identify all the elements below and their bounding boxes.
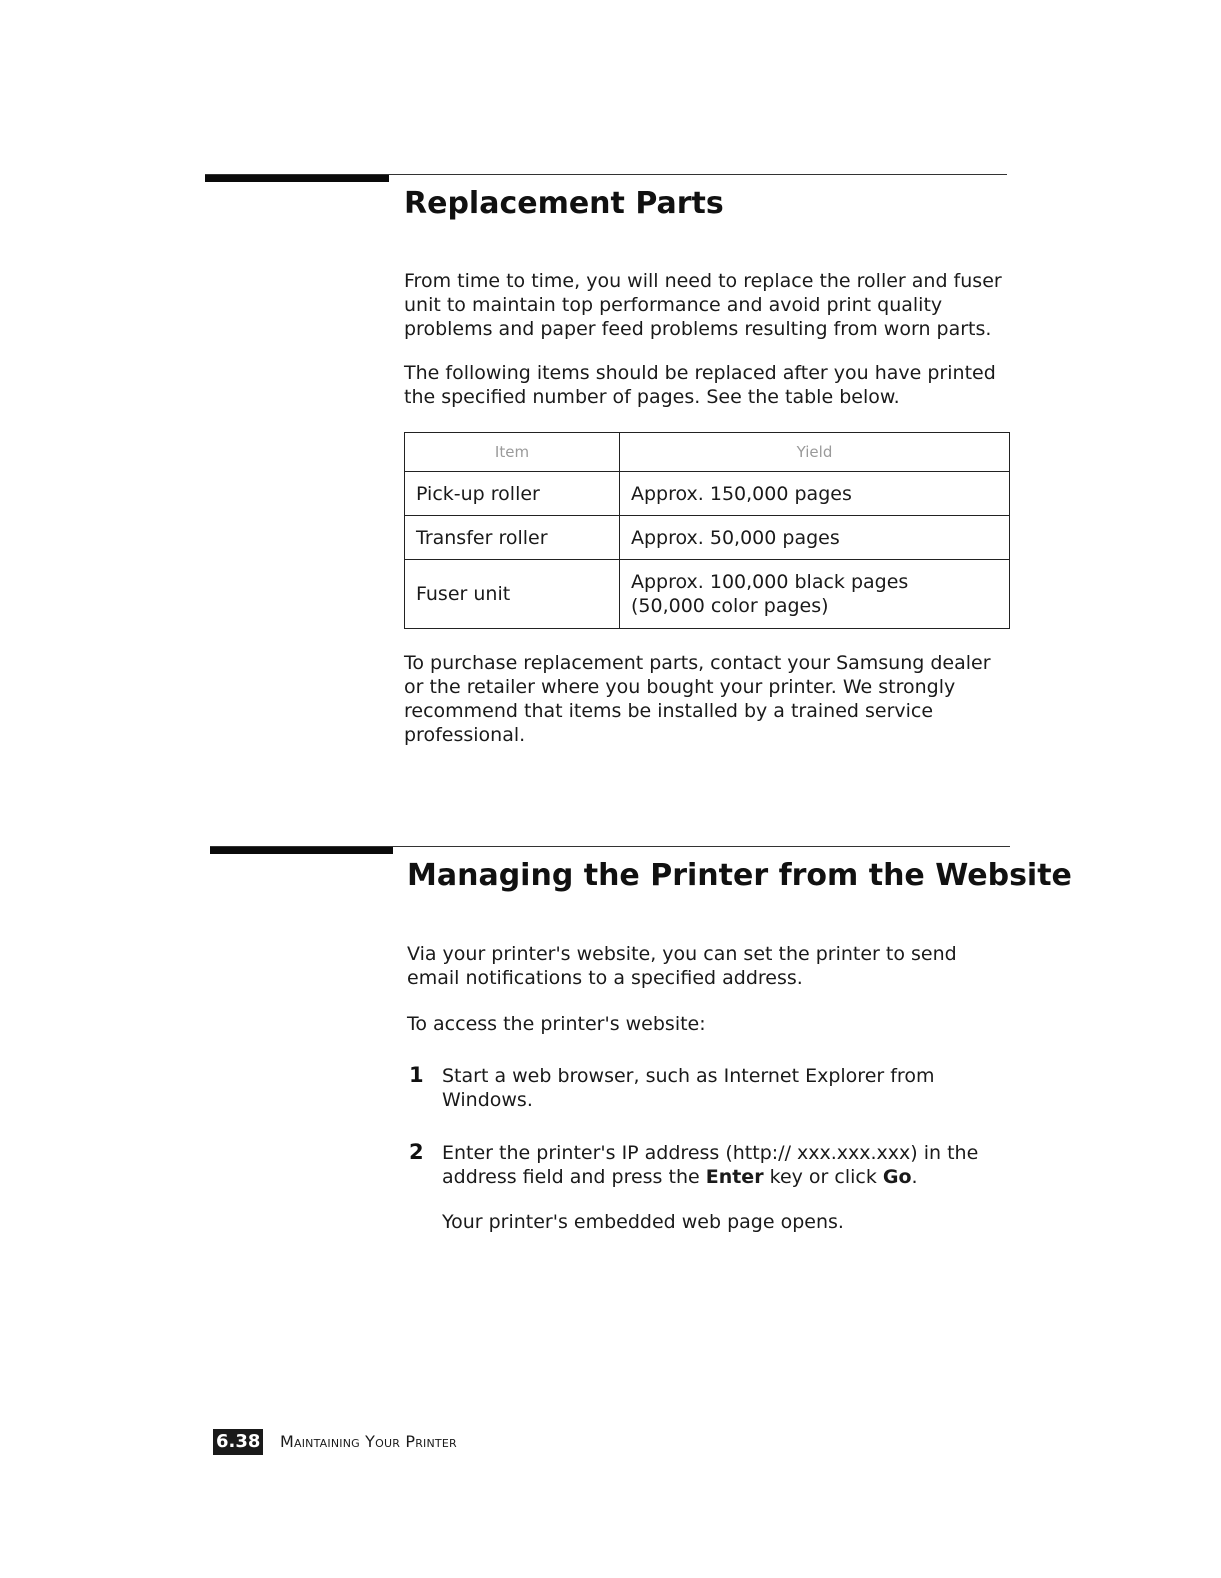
table-row [405, 472, 1010, 516]
step-text-part: Enter the printer's IP address (http:// xxx.xxx.xxx) in the address field and press the [442, 1142, 979, 1188]
chapter-title: Maintaining Your Printer [280, 1432, 457, 1451]
table-cell-yield [620, 560, 1010, 629]
table-cell-yield: Approx. 150,000 pages [620, 472, 1010, 516]
table-row [405, 560, 1010, 629]
replacement-parts-heading: Replacement Parts [404, 186, 724, 221]
yield-line-1: Approx. 100,000 black pages [631, 571, 909, 593]
access-paragraph: To access the printer's website: [407, 1013, 706, 1035]
step-number: 2 [409, 1140, 424, 1164]
enter-key-label: Enter [705, 1166, 764, 1188]
table-header-item: Item [405, 433, 620, 472]
replacement-following-paragraph: The following items should be replaced after you have printed the specified number of pages. See the table below. [404, 362, 996, 408]
section-rule-thick [205, 174, 389, 182]
table-header-yield: Yield [620, 433, 1010, 472]
page-number-badge: 6.38 [213, 1429, 263, 1455]
step-text [442, 1141, 1007, 1189]
table-header-row [405, 433, 1010, 472]
step-text: Start a web browser, such as Internet Explorer from Windows. [442, 1065, 935, 1111]
managing-printer-heading: Managing the Printer from the Website [407, 858, 1072, 893]
table-cell-item: Pick-up roller [405, 472, 620, 516]
table-cell-item: Fuser unit [405, 560, 620, 629]
replacement-intro-paragraph: From time to time, you will need to replace the roller and fuser unit to maintain top performance and avoid print quality problems and paper feed problems resulting from worn parts. [404, 270, 1002, 340]
step-text-part: key or click [763, 1166, 883, 1188]
step-number: 1 [409, 1063, 424, 1087]
purchase-paragraph: To purchase replacement parts, contact your Samsung dealer or the retailer where you bought your printer. We strongly recommend that items be installed by a trained service professional. [404, 652, 991, 746]
table-row [405, 516, 1010, 560]
table-cell-item: Transfer roller [405, 516, 620, 560]
replacement-parts-table [404, 432, 1010, 629]
table-cell-yield: Approx. 50,000 pages [620, 516, 1010, 560]
step-text-part: . [911, 1166, 918, 1188]
website-intro-paragraph: Via your printer's website, you can set the printer to send email notifications to a specified address. [407, 943, 957, 989]
section-rule-thick [210, 846, 393, 854]
go-label: Go [882, 1166, 912, 1188]
yield-line-2: (50,000 color pages) [631, 595, 829, 617]
section-rule-thin [210, 846, 1010, 847]
section-rule-thin [205, 174, 1007, 175]
step-result-text: Your printer's embedded web page opens. [442, 1211, 844, 1233]
